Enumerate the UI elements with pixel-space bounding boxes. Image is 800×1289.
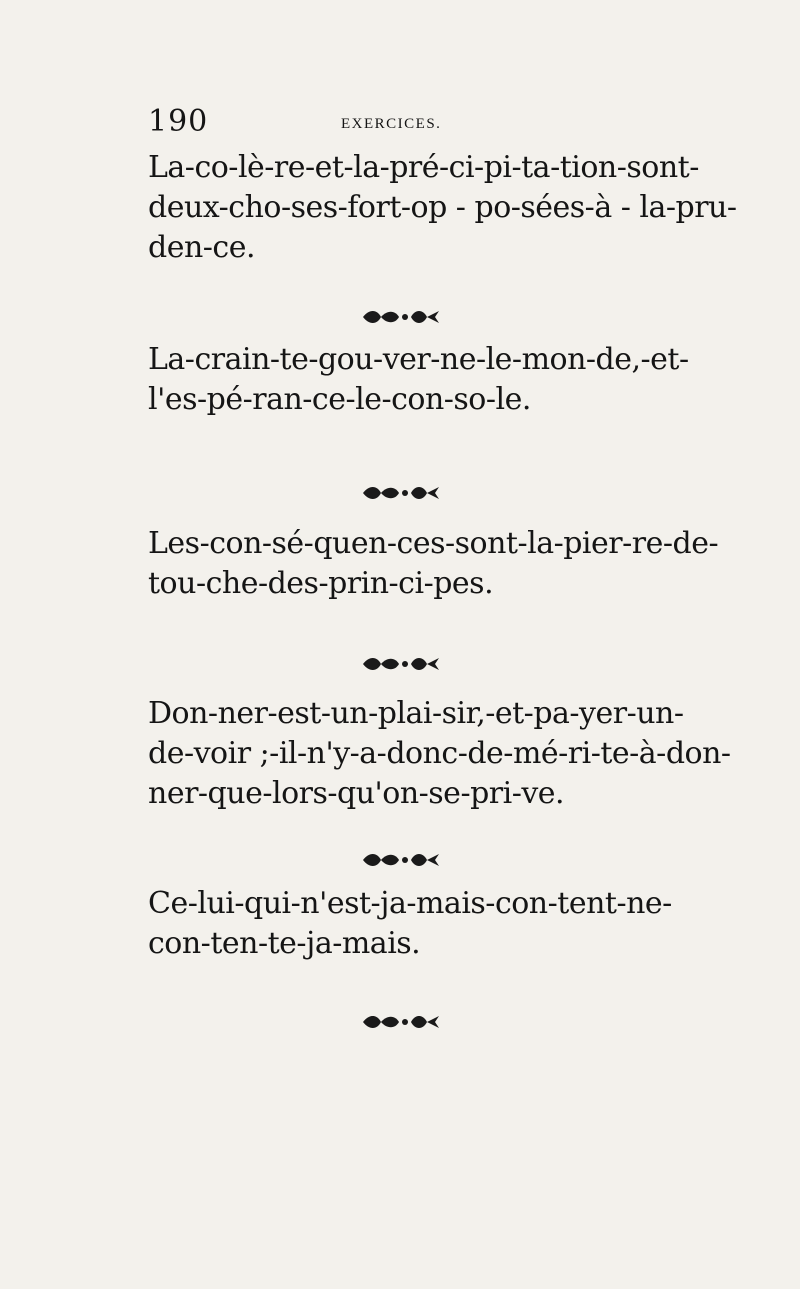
page-number: 190	[148, 104, 209, 139]
maxim-line: Les-con-sé-quen-ces-sont-la-pier-re-de-	[148, 526, 719, 561]
maxim-line: con-ten-te-ja-mais.	[148, 926, 421, 961]
maxim-line: de-voir ;-il-n'y-a-donc-de-mé-ri-te-à-don-	[148, 736, 731, 771]
maxim-2	[148, 340, 778, 420]
maxim-line: l'es-pé-ran-ce-le-con-so-le.	[148, 382, 531, 417]
ornament-icon	[355, 849, 445, 871]
ornament-icon	[355, 653, 445, 675]
header-title: EXERCICES.	[341, 116, 442, 132]
ornament-icon	[355, 482, 445, 504]
maxim-line: deux-cho-ses-fort-op - po-sées-à - la-pru-	[148, 190, 737, 225]
maxim-3	[148, 524, 778, 604]
maxim-4	[148, 694, 778, 814]
maxim-5	[148, 884, 778, 964]
ornament-icon	[355, 306, 445, 328]
maxim-line: den-ce.	[148, 230, 256, 265]
maxim-line: ner-que-lors-qu'on-se-pri-ve.	[148, 776, 565, 811]
maxim-1	[148, 148, 778, 268]
maxim-line: Don-ner-est-un-plai-sir,-et-pa-yer-un-	[148, 696, 684, 731]
maxim-line: Ce-lui-qui-n'est-ja-mais-con-tent-ne-	[148, 886, 672, 921]
maxim-line: La-crain-te-gou-ver-ne-le-mon-de,-et-	[148, 342, 689, 377]
running-header	[148, 104, 708, 144]
ornament-icon	[355, 1011, 445, 1033]
maxim-line: tou-che-des-prin-ci-pes.	[148, 566, 494, 601]
maxim-line: La-co-lè-re-et-la-pré-ci-pi-ta-tion-sont-	[148, 150, 699, 185]
